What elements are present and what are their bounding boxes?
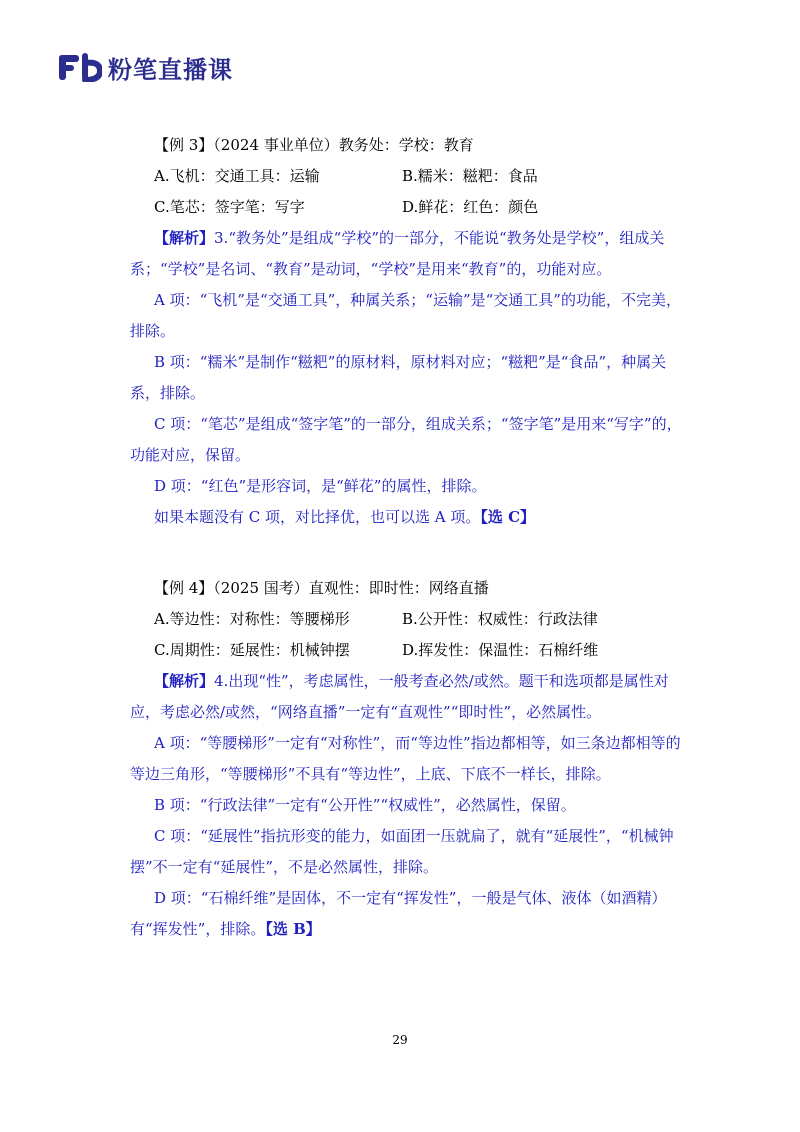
example-3-item-a: A 项：“飞机”是“交通工具”，种属关系；“运输”是“交通工具”的功能，不完美，排除。 [130, 291, 681, 340]
answer-badge: 【选 B】 [265, 920, 321, 938]
option-c: C.笔芯：签字笔：写字 [154, 198, 305, 216]
analysis-intro: 3.“教务处”是组成“学校”的一部分，不能说“教务处是学校”，组成关系；“学校”是名词、“教育”是动词，“学校”是用来“教育”的，功能对应。 [130, 229, 665, 278]
example-4-item-a: A 项：“等腰梯形”一定有“对称性”，而“等边性”指边都相等，如三条边都相等的等边三角形，“等腰梯形”不具有“等边性”，上底、下底不一样长，排除。 [130, 734, 681, 783]
example-3-options-row-1 [130, 161, 685, 192]
item-d-text: D 项：“石棉纤维”是固体，不一定有“挥发性”，一般是气体、液体（如酒精）有“挥发性”，排除。 [130, 889, 667, 938]
page-number: 29 [392, 1033, 408, 1047]
example-3-item-b: B 项：“糯米”是制作“糍粑”的原材料，原材料对应；“糍粑”是“食品”，种属关系，排除。 [130, 353, 667, 402]
example-3-analysis [130, 223, 685, 285]
example-4-item-d [130, 883, 685, 945]
brand-logo [58, 50, 233, 84]
example-4-analysis [130, 666, 685, 728]
brand-name: 粉笔直播课 [108, 55, 233, 84]
option-a: A.飞机：交通工具：运输 [154, 167, 320, 185]
option-c: C.周期性：延展性：机械钟摆 [154, 641, 350, 659]
conclusion-text: 如果本题没有 C 项，对比择优，也可以选 A 项。 [154, 508, 481, 526]
analysis-label: 【解析】 [154, 672, 215, 690]
analysis-label: 【解析】 [154, 229, 215, 247]
option-b: B.糯米：糍粑：食品 [402, 167, 538, 185]
option-d: D.鲜花：红色：颜色 [402, 198, 539, 216]
option-d: D.挥发性：保温性：石棉纤维 [402, 641, 599, 659]
example-3-options-row-2 [130, 192, 685, 223]
example-4-item-b: B 项：“行政法律”一定有“公开性”“权威性”，必然属性，保留。 [154, 796, 576, 814]
option-a: A.等边性：对称性：等腰梯形 [154, 610, 350, 628]
example-4-options-row-2 [130, 635, 685, 666]
answer-badge: 【选 C】 [480, 508, 536, 526]
example-3-item-c: C 项：“笔芯”是组成“签字笔”的一部分，组成关系；“签字笔”是用来“写字”的，功能对应，保留。 [130, 415, 682, 464]
example-3-conclusion [130, 502, 685, 533]
section-gap [130, 533, 685, 573]
page-content [130, 130, 685, 945]
fenbi-logo-icon [58, 52, 102, 82]
example-4-title: 【例 4】（2025 国考）直观性：即时性：网络直播 [154, 579, 489, 597]
analysis-intro: 4.出现“性”，考虑属性，一般考查必然/或然。题干和选项都是属性对应，考虑必然/或然，“网络直播”一定有“直观性”“即时性”，必然属性。 [130, 672, 669, 721]
option-b: B.公开性：权威性：行政法律 [402, 610, 598, 628]
example-3-title: 【例 3】（2024 事业单位）教务处：学校：教育 [154, 136, 474, 154]
example-4-item-c: C 项：“延展性”指抗形变的能力，如面团一压就扁了，就有“延展性”，“机械钟摆”不一定有“延展性”，不是必然属性，排除。 [130, 827, 674, 876]
example-3-item-d: D 项：“红色”是形容词，是“鲜花”的属性，排除。 [154, 477, 487, 495]
example-4-options-row-1 [130, 604, 685, 635]
